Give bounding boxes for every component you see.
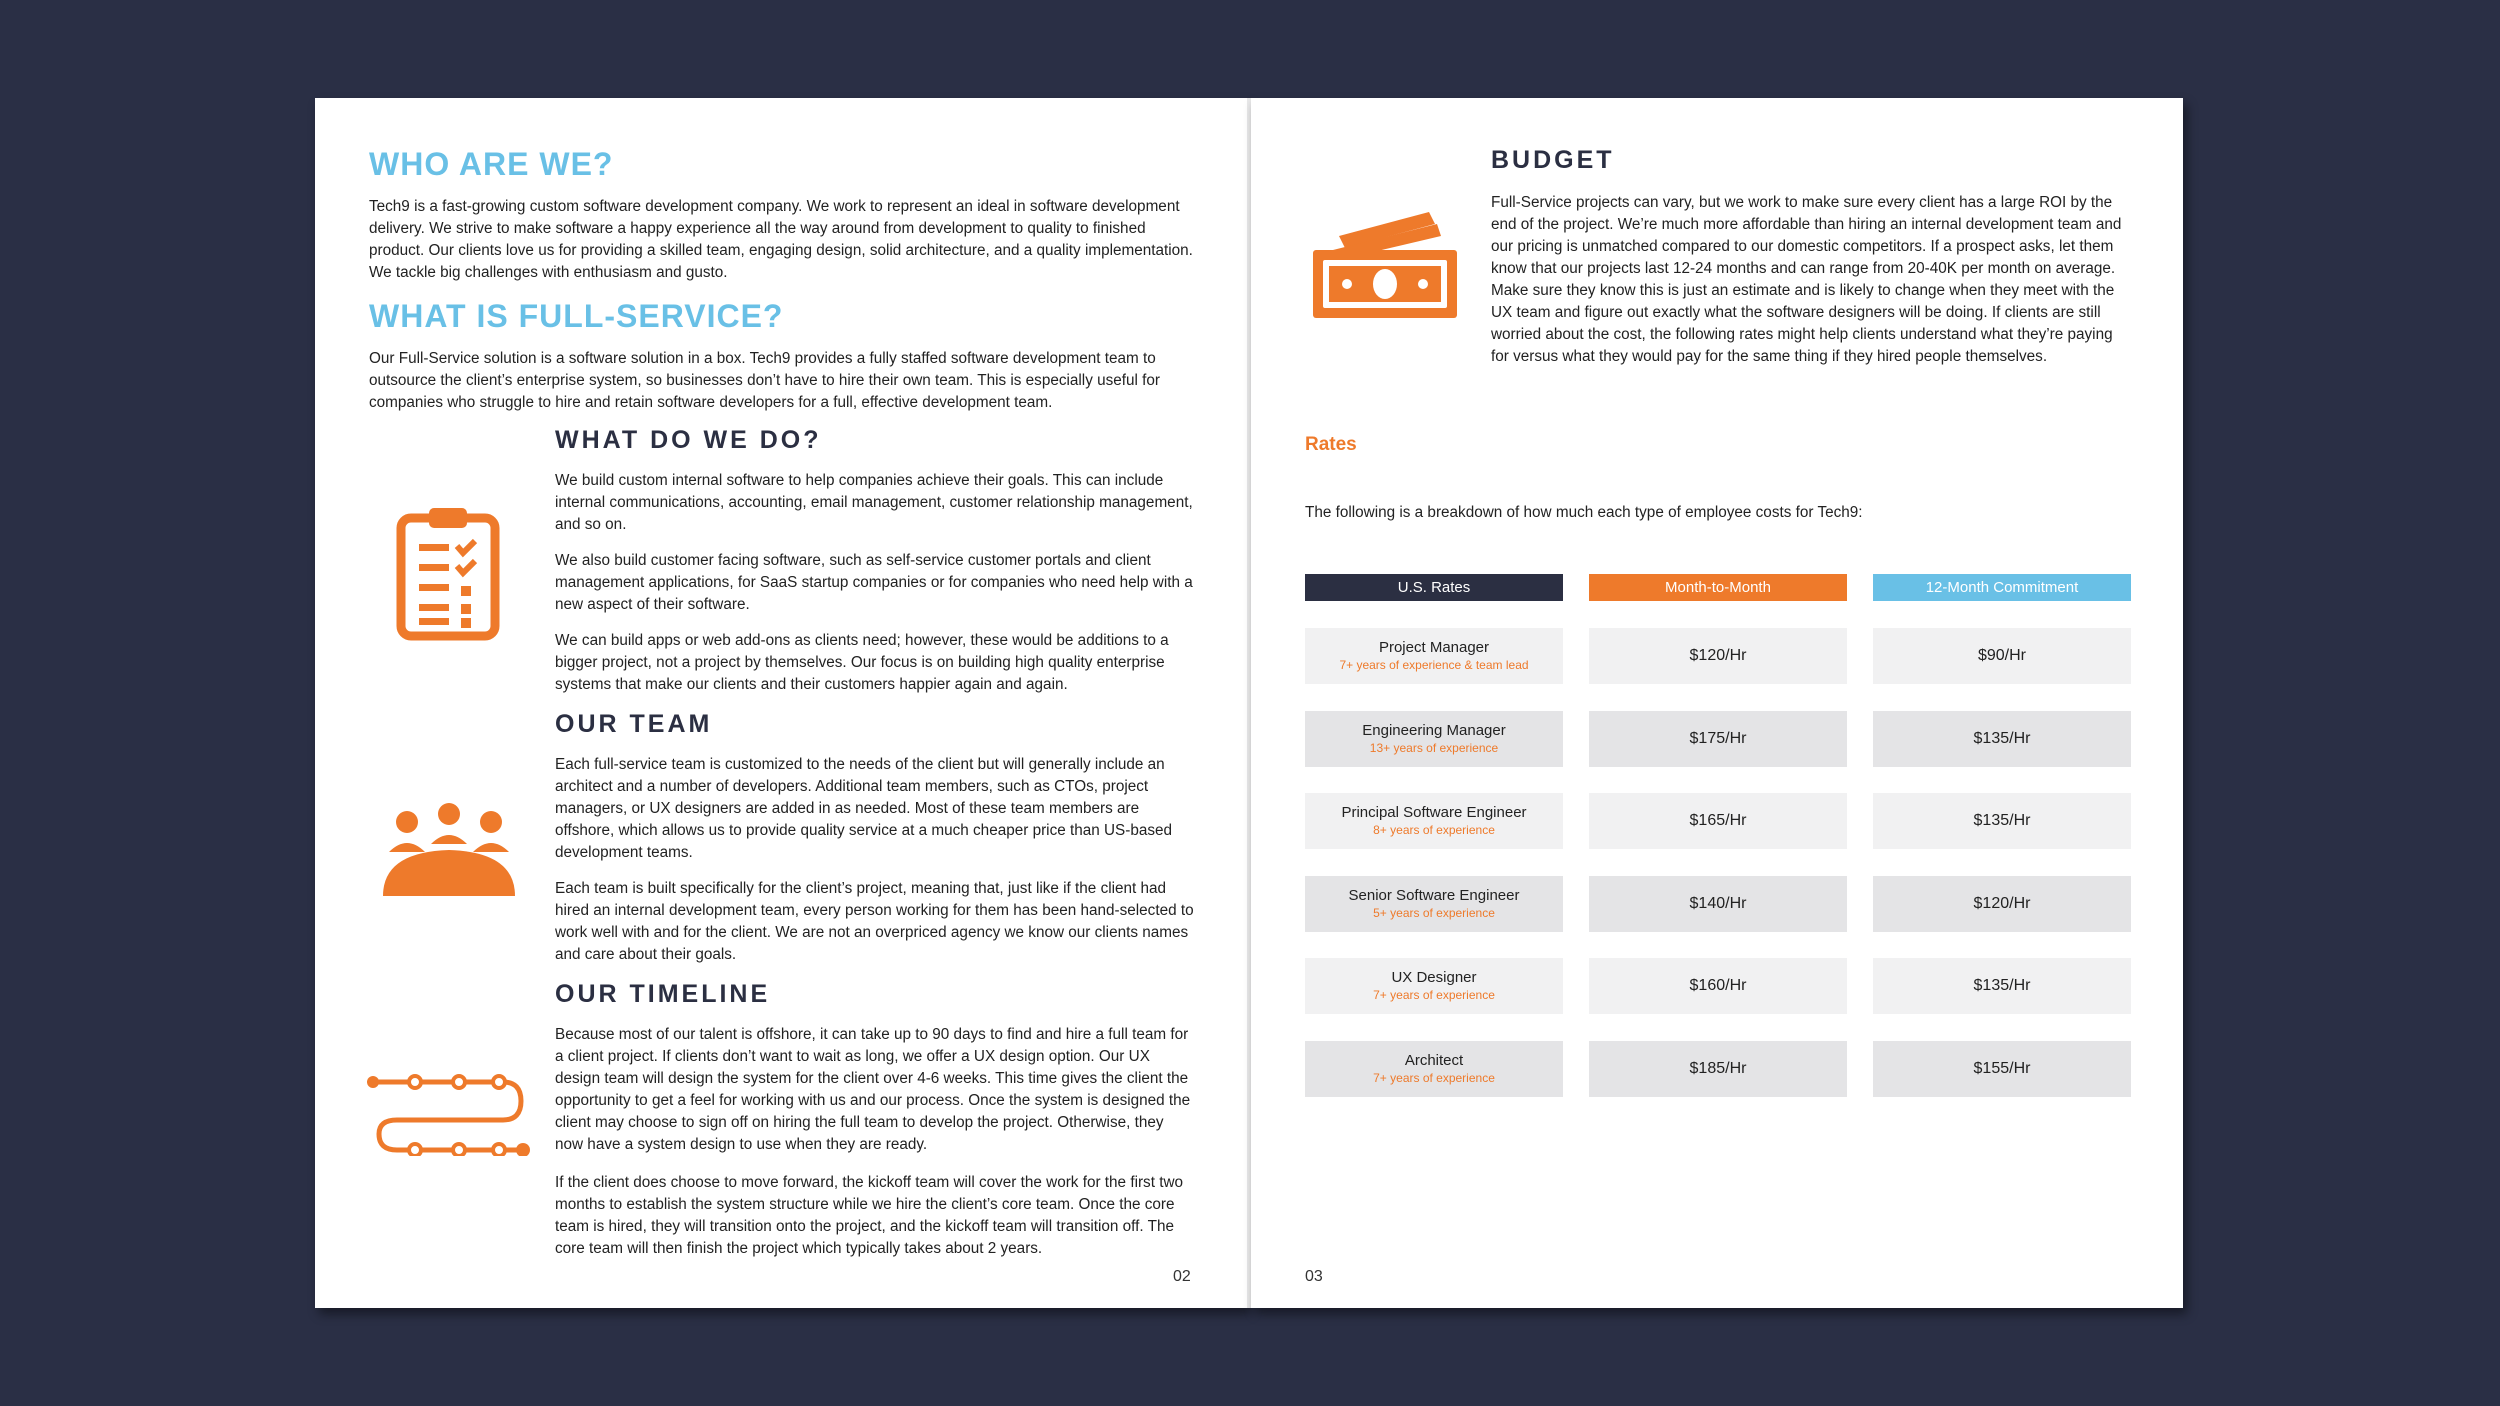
table-cell-monthly xyxy=(1589,1041,1847,1097)
commitment-rate: $135/Hr xyxy=(1973,812,2031,830)
role-experience: 7+ years of experience & team lead xyxy=(1339,658,1529,672)
role-name: Engineering Manager xyxy=(1362,721,1506,739)
rates-header-2: 12-Month Commitment xyxy=(1873,574,2131,601)
table-cell-commitment xyxy=(1873,793,2131,849)
money-stack-icon xyxy=(1309,210,1459,322)
role-name: UX Designer xyxy=(1391,969,1477,987)
budget-text: Full-Service projects can vary, but we work to make sure every client has a large ROI by the end of the project. We’re much more affordable than hiring an internal development team and our pricing is unmatched compared to our domestic competitors. If a prospect asks, let them know that our projects last 12-24 months and can range from 20-40K per month on average. Make sure they know this is just an estimate and is likely to change when they meet with the UX team and figure out exactly what the software designers will be doing. If clients are still worried about the cost, the following rates might help clients understand what they’re paying for versus what they would pay for the same thing if they hired people themselves. xyxy=(1491,194,2122,365)
page-number-left: 02 xyxy=(1173,1268,1191,1285)
table-row-role xyxy=(1305,711,1563,767)
what-do-we-do-p1: We build custom internal software to help companies achieve their goals. This can include internal communications, accounting, email management, customer relationship management, and so on. xyxy=(555,472,1193,533)
role-experience: 7+ years of experience xyxy=(1373,1071,1495,1085)
timeline-path-icon xyxy=(367,1066,531,1156)
our-team-p2: Each team is built specifically for the client’s project, meaning that, just like if the client had hired an internal development team, every person working for them has been hand-selected to work well with and for the client. We are not an overpriced agency we know our clients names and care about their goals. xyxy=(555,880,1194,963)
table-cell-commitment xyxy=(1873,628,2131,684)
full-service-text: Our Full-Service solution is a software solution in a box. Tech9 provides a fully staffed software development team to outsource the client’s enterprise system, so businesses don’t have to hire their own team. This is especially useful for companies who struggle to hire and retain software developers for a full, effective development team. xyxy=(369,350,1161,411)
table-cell-monthly xyxy=(1589,628,1847,684)
what-do-we-do-p3: We can build apps or web add-ons as clients need; however, these would be additions to a bigger project, not a project by themselves. Our focus is on building high quality enterprise systems that make our clients and their customers happier again and again. xyxy=(555,632,1169,693)
table-cell-commitment xyxy=(1873,711,2131,767)
table-cell-monthly xyxy=(1589,793,1847,849)
table-row-role xyxy=(1305,876,1563,932)
role-experience: 7+ years of experience xyxy=(1373,988,1495,1003)
table-row-role xyxy=(1305,958,1563,1014)
our-team-heading: OUR TEAM xyxy=(555,710,713,738)
right-page xyxy=(1251,98,2183,1308)
monthly-rate: $165/Hr xyxy=(1689,812,1747,830)
clipboard-checklist-icon xyxy=(393,506,503,642)
commitment-rate: $155/Hr xyxy=(1973,1060,2031,1077)
role-experience: 5+ years of experience xyxy=(1373,905,1495,920)
team-meeting-icon xyxy=(379,800,519,900)
who-are-we-text: Tech9 is a fast-growing custom software development company. We work to represent an ideal in software development delivery. We strive to make software a happy experience all the way around from development to quality to finished product. Our clients love us for providing a skilled team, engaging design, solid architecture, and a quality implementation. We tackle big challenges with enthusiasm and gusto. xyxy=(369,198,1193,281)
table-row-role xyxy=(1305,1041,1563,1097)
commitment-rate: $120/Hr xyxy=(1973,894,2031,912)
rates-intro: The following is a breakdown of how much each type of employee costs for Tech9: xyxy=(1305,504,1863,521)
our-timeline-p1: Because most of our talent is offshore, it can take up to 90 days to find and hire a full team for a client project. If clients don’t want to wait as long, we offer a UX design option. Our UX design team will design the system for the client over 4-6 weeks. This time gives the client the opportunity to get a feel for working with us and our process. Once the system is designed the client may choose to sign off on hiring the full team to develop the project. Otherwise, they now have a system design to use when they are ready. xyxy=(555,1026,1191,1153)
table-cell-monthly xyxy=(1589,958,1847,1014)
who-are-we-heading: WHO ARE WE? xyxy=(369,146,614,182)
role-name: Senior Software Engineer xyxy=(1348,886,1520,904)
rates-heading: Rates xyxy=(1305,434,1357,455)
table-cell-commitment xyxy=(1873,958,2131,1014)
commitment-rate: $90/Hr xyxy=(1977,647,2027,664)
role-name: Project Manager xyxy=(1378,639,1490,656)
budget-heading: BUDGET xyxy=(1491,146,1615,174)
role-name: Architect xyxy=(1404,1052,1464,1069)
what-do-we-do-heading: WHAT DO WE DO? xyxy=(555,426,822,454)
monthly-rate: $120/Hr xyxy=(1689,647,1747,664)
monthly-rate: $185/Hr xyxy=(1689,1060,1747,1077)
table-cell-monthly xyxy=(1589,711,1847,767)
role-experience: 8+ years of experience xyxy=(1373,823,1495,838)
our-timeline-heading: OUR TIMELINE xyxy=(555,980,771,1008)
role-name: Principal Software Engineer xyxy=(1341,804,1527,822)
table-cell-commitment xyxy=(1873,1041,2131,1097)
table-row-role xyxy=(1305,793,1563,849)
table-cell-commitment xyxy=(1873,876,2131,932)
monthly-rate: $140/Hr xyxy=(1689,894,1747,912)
monthly-rate: $175/Hr xyxy=(1689,729,1747,747)
our-team-p1: Each full-service team is customized to the needs of the client but will generally include an architect and a number of developers. Additional team members, such as CTOs, project managers, or UX designers are added in as needed. Most of these team members are offshore, which allows us to provide quality service at a much cheaper price than US-based development teams. xyxy=(555,756,1173,861)
table-row-role xyxy=(1305,628,1563,684)
commitment-rate: $135/Hr xyxy=(1973,977,2031,995)
commitment-rate: $135/Hr xyxy=(1973,729,2031,747)
our-timeline-p2: If the client does choose to move forward, the kickoff team will cover the work for the first two months to establish the system structure while we hire the client’s core team. Once the core team is hired, they will transition onto the project, and the kickoff team will transition off. The core team will then finish the project which typically takes about 2 years. xyxy=(555,1174,1184,1257)
role-experience: 13+ years of experience xyxy=(1369,740,1499,755)
full-service-heading: WHAT IS FULL-SERVICE? xyxy=(369,298,784,334)
monthly-rate: $160/Hr xyxy=(1689,977,1747,995)
page-number-right: 03 xyxy=(1305,1268,1323,1285)
table-cell-monthly xyxy=(1589,876,1847,932)
what-do-we-do-p2: We also build customer facing software, such as self-service customer portals and client management applications, for SaaS startup companies or for companies who need help with a new aspect of their software. xyxy=(555,552,1193,613)
rates-header-1: Month-to-Month xyxy=(1589,574,1847,601)
rates-header-0: U.S. Rates xyxy=(1305,574,1563,601)
left-page xyxy=(315,98,1247,1308)
